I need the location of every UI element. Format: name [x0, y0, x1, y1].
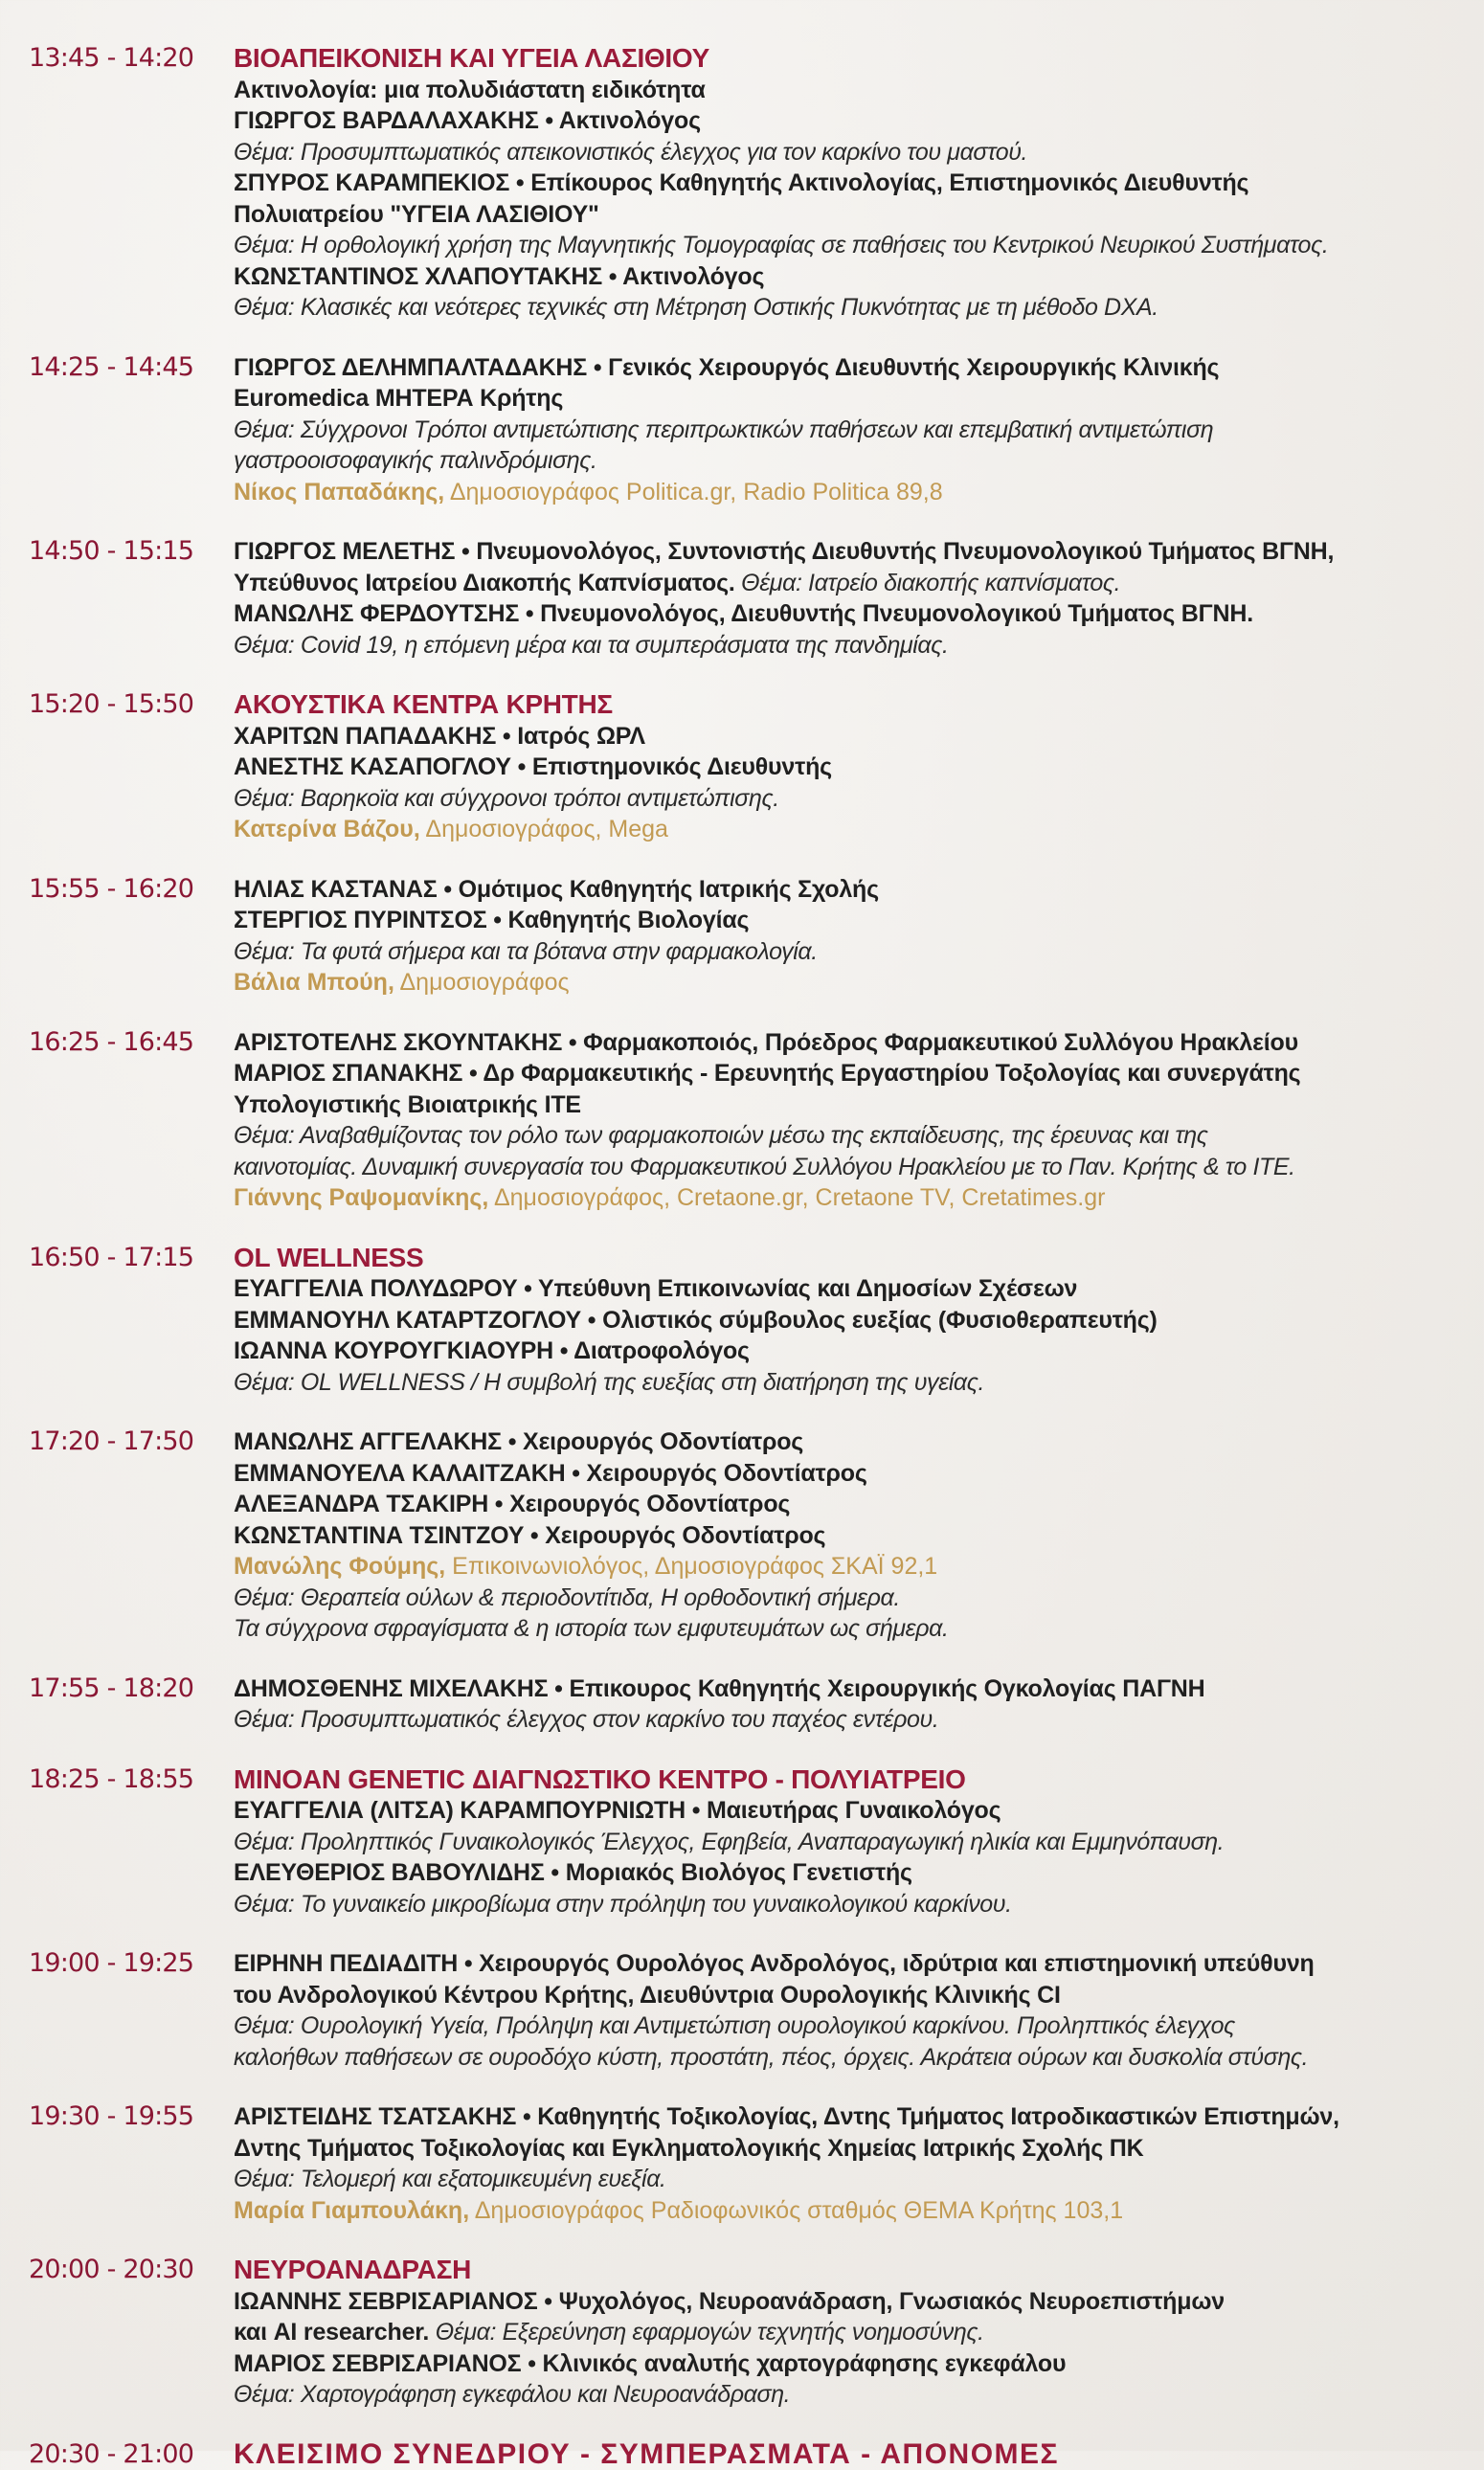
schedule-slot: [0, 2439, 1484, 2470]
session-heading: ΚΛΕΙΣΙΜΟ ΣΥΝΕΔΡΙΟΥ - ΣΥΜΠΕΡΑΣΜΑΤΑ - ΑΠΟΝΟΜΕΣ: [234, 2439, 1450, 2470]
speaker-line: ΕΥΑΓΓΕΛΙΑ ΠΟΛΥΔΩΡΟΥ • Υπεύθυνη Επικοινωνίας και Δημοσίων Σχέσεων: [234, 1273, 1450, 1305]
schedule-slot: [0, 352, 1484, 508]
schedule-slot: [0, 43, 1484, 324]
slot-time: 17:55 - 18:20: [0, 1673, 234, 1736]
speaker-line: Δντης Τμήματος Τοξικολογίας και Εγκληματολογικής Χημείας Ιατρικής Σχολής ΠΚ: [234, 2133, 1450, 2165]
slot-time: 19:30 - 19:55: [0, 2101, 234, 2226]
schedule-slot: [0, 2255, 1484, 2411]
speaker-line: Euromedica ΜΗΤΕΡΑ Κρήτης: [234, 383, 1450, 415]
speaker-line: Ακτινολογία: μια πολυδιάστατη ειδικότητα: [234, 75, 1450, 106]
topic-line: Θέμα: Covid 19, η επόμενη μέρα και τα συμπεράσματα της πανδημίας.: [234, 630, 1450, 662]
slot-content: [234, 2101, 1450, 2226]
speaker-line: ΣΠΥΡΟΣ ΚΑΡΑΜΠΕΚΙΟΣ • Επίκουρος Καθηγητής Ακτινολογίας, Επιστημονικός Διευθυντής: [234, 168, 1450, 199]
topic-line: Θέμα: Ουρολογική Υγεία, Πρόληψη και Αντιμετώπιση ουρολογικού καρκίνου. Προληπτικός έλεγχος: [234, 2010, 1450, 2042]
moderator-name: Μανώλης Φούμης,: [234, 1553, 445, 1580]
slot-content: [234, 689, 1450, 845]
moderator-line: [234, 967, 1450, 999]
topic-line: Θέμα: Προληπτικός Γυναικολογικός Έλεγχος, Εφηβεία, Αναπαραγωγική ηλικία και Εμμηνόπαυση.: [234, 1827, 1450, 1858]
moderator-role: Δημοσιογράφος Politica.gr, Radio Politica 89,8: [444, 479, 942, 505]
speaker-line: ΑΝΕΣΤΗΣ ΚΑΣΑΠΟΓΛΟΥ • Επιστημονικός Διευθυντής: [234, 752, 1450, 783]
speaker-line: [234, 568, 1450, 599]
speaker-line: ΜΑΡΙΟΣ ΣΕΒΡΙΣΑΡΙΑΝΟΣ • Κλινικός αναλυτής χαρτογράφησης εγκεφάλου: [234, 2348, 1450, 2380]
schedule-slot: [0, 689, 1484, 845]
speaker-line: ΧΑΡΙΤΩΝ ΠΑΠΑΔΑΚΗΣ • Ιατρός ΩΡΛ: [234, 721, 1450, 752]
speaker-line: ΓΙΩΡΓΟΣ ΔΕΛΗΜΠΑΛΤΑΔΑΚΗΣ • Γενικός Χειρουργός Διευθυντής Χειρουργικής Κλινικής: [234, 352, 1450, 384]
topic-line: Θέμα: Προσυμπτωματικός απεικονιστικός έλεγχος για τον καρκίνο του μαστού.: [234, 137, 1450, 168]
schedule-slot: [0, 1426, 1484, 1645]
moderator-line: [234, 1182, 1450, 1214]
session-heading: ΒΙΟΑΠΕΙΚΟΝΙΣΗ ΚΑΙ ΥΓΕΙΑ ΛΑΣΙΘΙΟΥ: [234, 43, 1450, 75]
moderator-line: [234, 477, 1450, 508]
slot-time: 14:25 - 14:45: [0, 352, 234, 508]
speaker-line: ΕΥΑΓΓΕΛΙΑ (ΛΙΤΣΑ) ΚΑΡΑΜΠΟΥΡΝΙΩΤΗ • Μαιευτήρας Γυναικολόγος: [234, 1795, 1450, 1827]
slot-content: [234, 1764, 1450, 1920]
speaker-line: ΕΜΜΑΝΟΥΕΛΑ ΚΑΛΑΙΤΖΑΚΗ • Χειρουργός Οδοντίατρος: [234, 1458, 1450, 1490]
speaker-text: Υπεύθυνος Ιατρείου Διακοπής Καπνίσματος.: [234, 570, 735, 596]
topic-line: Θέμα: Αναβαθμίζοντας τον ρόλο των φαρμακοποιών μέσω της εκπαίδευσης, της έρευνας και της: [234, 1120, 1450, 1152]
slot-content: [234, 1027, 1450, 1214]
moderator-line: [234, 2195, 1450, 2227]
slot-content: [234, 2439, 1450, 2470]
schedule: [0, 43, 1484, 2470]
session-heading: MINOAN GENETIC ΔΙΑΓΝΩΣΤΙΚΟ ΚΕΝΤΡΟ - ΠΟΛΥΙΑΤΡΕΙΟ: [234, 1764, 1450, 1796]
topic-line: Τα σύγχρονα σφραγίσματα & η ιστορία των εμφυτευμάτων ως σήμερα.: [234, 1613, 1450, 1645]
slot-time: 18:25 - 18:55: [0, 1764, 234, 1920]
topic-line: καλοήθων παθήσεων σε ουροδόχο κύστη, προστάτη, πέος, όρχεις. Ακράτεια ούρων και δυσκολία στύσης.: [234, 2042, 1450, 2074]
slot-time: 20:30 - 21:00: [0, 2439, 234, 2470]
speaker-line: ΑΛΕΞΑΝΔΡΑ ΤΣΑΚΙΡΗ • Χειρουργός Οδοντίατρος: [234, 1489, 1450, 1520]
slot-time: 14:50 - 15:15: [0, 536, 234, 661]
topic-line: καινοτομίας. Δυναμική συνεργασία του Φαρμακευτικού Συλλόγου Ηρακλείου με το Παν. Κρήτης & το ΙΤΕ.: [234, 1152, 1450, 1183]
slot-content: [234, 43, 1450, 324]
session-heading: OL WELLNESS: [234, 1243, 1450, 1274]
slot-content: [234, 536, 1450, 661]
moderator-name: Μαρία Γιαμπουλάκη,: [234, 2197, 469, 2224]
speaker-line: ΚΩΝΣΤΑΝΤΙΝΟΣ ΧΛΑΠΟΥΤΑΚΗΣ • Ακτινολόγος: [234, 261, 1450, 293]
topic-line: Θέμα: Βαρηκοϊα και σύγχρονοι τρόποι αντιμετώπισης.: [234, 783, 1450, 815]
moderator-line: [234, 814, 1450, 845]
topic-line: Θέμα: Τελομερή και εξατομικευμένη ευεξία.: [234, 2164, 1450, 2195]
schedule-slot: [0, 1027, 1484, 1214]
slot-content: [234, 874, 1450, 999]
schedule-slot: [0, 536, 1484, 661]
topic-line: Θέμα: Σύγχρονοι Τρόποι αντιμετώπισης περιπρωκτικών παθήσεων και επεμβατική αντιμετώπιση: [234, 415, 1450, 446]
slot-time: 17:20 - 17:50: [0, 1426, 234, 1645]
speaker-line: ΓΙΩΡΓΟΣ ΒΑΡΔΑΛΑΧΑΚΗΣ • Ακτινολόγος: [234, 105, 1450, 137]
speaker-line: του Ανδρολογικού Κέντρου Κρήτης, Διευθύντρια Ουρολογικής Κλινικής CI: [234, 1980, 1450, 2011]
speaker-line: ΑΡΙΣΤΕΙΔΗΣ ΤΣΑΤΣΑΚΗΣ • Καθηγητής Τοξικολογίας, Δντης Τμήματος Ιατροδικαστικών Επιστημών,: [234, 2101, 1450, 2133]
moderator-role: Δημοσιογράφος Ραδιοφωνικός σταθμός ΘΕΜΑ Κρήτης 103,1: [469, 2197, 1123, 2224]
moderator-name: Γιάννης Ραψομανίκης,: [234, 1184, 488, 1211]
speaker-line: ΣΤΕΡΓΙΟΣ ΠΥΡΙΝΤΣΟΣ • Καθηγητής Βιολογίας: [234, 905, 1450, 936]
topic-line: Θέμα: Προσυμπτωματικός έλεγχος στον καρκίνο του παχέος εντέρου.: [234, 1704, 1450, 1736]
speaker-line: ΜΑΡΙΟΣ ΣΠΑΝΑΚΗΣ • Δρ Φαρμακευτικής - Ερευνητής Εργαστηρίου Τοξολογίας και συνεργάτης: [234, 1058, 1450, 1089]
speaker-line: ΔΗΜΟΣΘΕΝΗΣ ΜΙΧΕΛΑΚΗΣ • Επικουρος Καθηγητής Χειρουργικής Ογκολογίας ΠΑΓΝΗ: [234, 1673, 1450, 1705]
schedule-slot: [0, 1673, 1484, 1736]
slot-time: 16:25 - 16:45: [0, 1027, 234, 1214]
topic-text: Θέμα: Ιατρείο διακοπής καπνίσματος.: [735, 570, 1121, 596]
slot-time: 15:55 - 16:20: [0, 874, 234, 999]
slot-content: [234, 1673, 1450, 1736]
topic-line: γαστροοισοφαγικής παλινδρόμισης.: [234, 445, 1450, 477]
moderator-name: Νίκος Παπαδάκης,: [234, 479, 444, 505]
speaker-line: ΜΑΝΩΛΗΣ ΑΓΓΕΛΑΚΗΣ • Χειρουργός Οδοντίατρος: [234, 1426, 1450, 1458]
topic-line: Θέμα: OL WELLNESS / Η συμβολή της ευεξίας στη διατήρηση της υγείας.: [234, 1367, 1450, 1399]
moderator-role: Δημοσιογράφος, Cretaone.gr, Cretaone TV, Cretatimes.gr: [488, 1184, 1105, 1211]
slot-time: 13:45 - 14:20: [0, 43, 234, 324]
speaker-line: [234, 2317, 1450, 2348]
speaker-line: ΜΑΝΩΛΗΣ ΦΕΡΔΟΥΤΣΗΣ • Πνευμονολόγος, Διευθυντής Πνευμονολογικού Τμήματος ΒΓΝΗ.: [234, 598, 1450, 630]
topic-text: Θέμα: Εξερεύνηση εφαρμογών τεχνητής νοημοσύνης.: [429, 2319, 984, 2346]
speaker-line: ΕΛΕΥΘΕΡΙΟΣ ΒΑΒΟΥΛΙΔΗΣ • Μοριακός Βιολόγος Γενετιστής: [234, 1857, 1450, 1889]
slot-content: [234, 1243, 1450, 1399]
speaker-line: Υπολογιστικής Βιοιατρικής ΙΤΕ: [234, 1089, 1450, 1121]
moderator-role: Δημοσιογράφος: [394, 969, 570, 996]
slot-content: [234, 1948, 1450, 2073]
session-heading: ΑΚΟΥΣΤΙΚΑ ΚΕΝΤΡΑ ΚΡΗΤΗΣ: [234, 689, 1450, 721]
speaker-line: ΑΡΙΣΤΟΤΕΛΗΣ ΣΚΟΥΝΤΑΚΗΣ • Φαρμακοποιός, Πρόεδρος Φαρμακευτικού Συλλόγου Ηρακλείου: [234, 1027, 1450, 1059]
slot-content: [234, 352, 1450, 508]
topic-line: Θέμα: Η ορθολογική χρήση της Μαγνητικής Τομογραφίας σε παθήσεις του Κεντρικού Νευρικού Συστήματος.: [234, 230, 1450, 261]
moderator-name: Κατερίνα Βάζου,: [234, 816, 420, 842]
speaker-line: ΗΛΙΑΣ ΚΑΣΤΑΝΑΣ • Ομότιμος Καθηγητής Ιατρικής Σχολής: [234, 874, 1450, 906]
slot-time: 20:00 - 20:30: [0, 2255, 234, 2411]
slot-time: 16:50 - 17:15: [0, 1243, 234, 1399]
moderator-name: Βάλια Μπούη,: [234, 969, 394, 996]
schedule-slot: [0, 1764, 1484, 1920]
slot-time: 19:00 - 19:25: [0, 1948, 234, 2073]
topic-line: Θέμα: Τα φυτά σήμερα και τα βότανα στην φαρμακολογία.: [234, 936, 1450, 968]
speaker-line: Πολυιατρείου "ΥΓΕΙΑ ΛΑΣΙΘΙΟΥ": [234, 199, 1450, 231]
schedule-slot: [0, 874, 1484, 999]
speaker-text: και AI researcher.: [234, 2319, 429, 2346]
moderator-role: Δημοσιογράφος, Mega: [420, 816, 668, 842]
speaker-line: ΕΜΜΑΝΟΥΗΛ ΚΑΤΑΡΤΖΟΓΛΟΥ • Ολιστικός σύμβουλος ευεξίας (Φυσιοθεραπευτής): [234, 1305, 1450, 1336]
speaker-line: ΕΙΡΗΝΗ ΠΕΔΙΑΔΙΤΗ • Χειρουργός Ουρολόγος Ανδρολόγος, ιδρύτρια και επιστημονική υπεύθυνη: [234, 1948, 1450, 1980]
speaker-line: ΙΩΑΝΝΗΣ ΣΕΒΡΙΣΑΡΙΑΝΟΣ • Ψυχολόγος, Νευροανάδραση, Γνωσιακός Νευροεπιστήμων: [234, 2286, 1450, 2318]
schedule-slot: [0, 1243, 1484, 1399]
speaker-line: ΓΙΩΡΓΟΣ ΜΕΛΕΤΗΣ • Πνευμονολόγος, Συντονιστής Διευθυντής Πνευμονολογικού Τμήματος ΒΓΝΗ,: [234, 536, 1450, 568]
slot-time: 15:20 - 15:50: [0, 689, 234, 845]
slot-content: [234, 1426, 1450, 1645]
schedule-slot: [0, 1948, 1484, 2073]
topic-line: Θέμα: Το γυναικείο μικροβίωμα στην πρόληψη του γυναικολογικού καρκίνου.: [234, 1889, 1450, 1920]
speaker-line: ΙΩΑΝΝΑ ΚΟΥΡΟΥΓΚΙΑΟΥΡΗ • Διατροφολόγος: [234, 1336, 1450, 1367]
moderator-role: Επικοινωνιολόγος, Δημοσιογράφος ΣΚΑΪ 92,1: [445, 1553, 937, 1580]
topic-line: Θέμα: Κλασικές και νεότερες τεχνικές στη Μέτρηση Οστικής Πυκνότητας με τη μέθοδο DXA.: [234, 292, 1450, 324]
schedule-slot: [0, 2101, 1484, 2226]
slot-content: [234, 2255, 1450, 2411]
speaker-line: ΚΩΝΣΤΑΝΤΙΝΑ ΤΣΙΝΤΖΟΥ • Χειρουργός Οδοντίατρος: [234, 1520, 1450, 1552]
moderator-line: [234, 1551, 1450, 1583]
session-heading: ΝΕΥΡΟΑΝΑΔΡΑΣΗ: [234, 2255, 1450, 2286]
topic-line: Θέμα: Θεραπεία ούλων & περιοδοντίτιδα, Η ορθοδοντική σήμερα.: [234, 1583, 1450, 1614]
topic-line: Θέμα: Χαρτογράφηση εγκεφάλου και Νευροανάδραση.: [234, 2379, 1450, 2411]
